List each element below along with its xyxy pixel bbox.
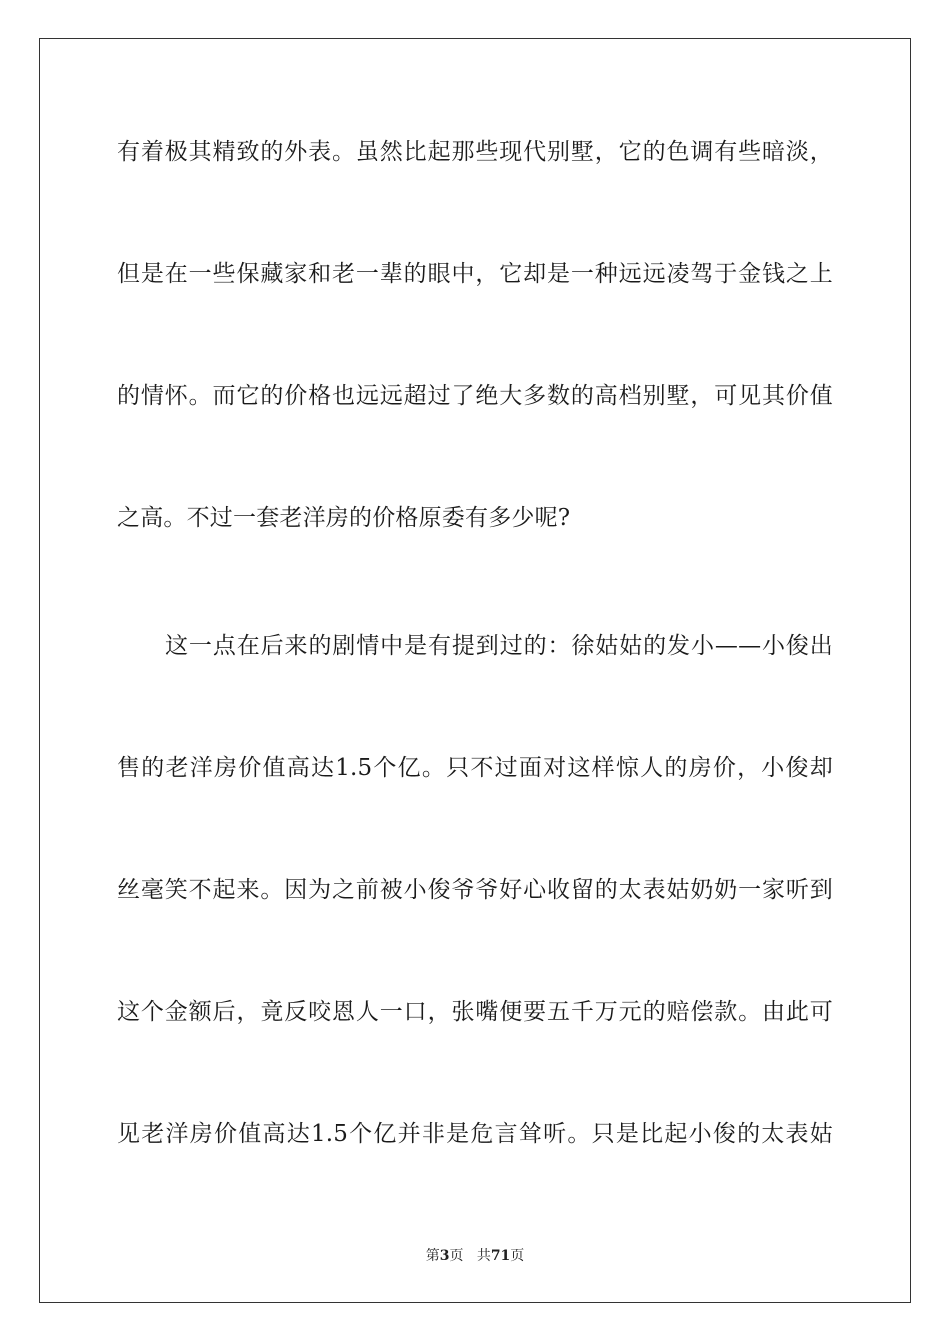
text-line: 售的老洋房价值高达1.5个亿。只不过面对这样惊人的房价，小俊却 bbox=[117, 755, 833, 781]
total-suffix: 页 bbox=[510, 1248, 525, 1264]
text-line: 的情怀。而它的价格也远远超过了绝大多数的高档别墅，可见其价值 bbox=[117, 383, 833, 409]
page-prefix: 第 bbox=[425, 1248, 440, 1264]
page-number: 3 bbox=[439, 1248, 450, 1264]
total-prefix: 共 bbox=[476, 1248, 491, 1264]
text-line: 但是在一些保藏家和老一辈的眼中，它却是一种远远凌驾于金钱之上 bbox=[117, 261, 833, 287]
text-line: 这个金额后，竟反咬恩人一口，张嘴便要五千万元的赔偿款。由此可 bbox=[117, 999, 833, 1025]
text-line: 丝毫笑不起来。因为之前被小俊爷爷好心收留的太表姑奶奶一家听到 bbox=[117, 877, 833, 903]
page-footer bbox=[0, 1246, 950, 1266]
text-line: 见老洋房价值高达1.5个亿并非是危言耸听。只是比起小俊的太表姑 bbox=[117, 1121, 833, 1147]
text-line: 有着极其精致的外表。虽然比起那些现代别墅，它的色调有些暗淡， bbox=[117, 139, 833, 165]
page-border bbox=[39, 38, 911, 1303]
total-pages: 71 bbox=[490, 1248, 511, 1264]
page-suffix: 页 bbox=[449, 1248, 464, 1264]
text-line: 之高。不过一套老洋房的价格原委有多少呢? bbox=[117, 505, 571, 531]
paragraph-first-line: 这一点在后来的剧情中是有提到过的：徐姑姑的发小——小俊出 bbox=[165, 633, 833, 659]
